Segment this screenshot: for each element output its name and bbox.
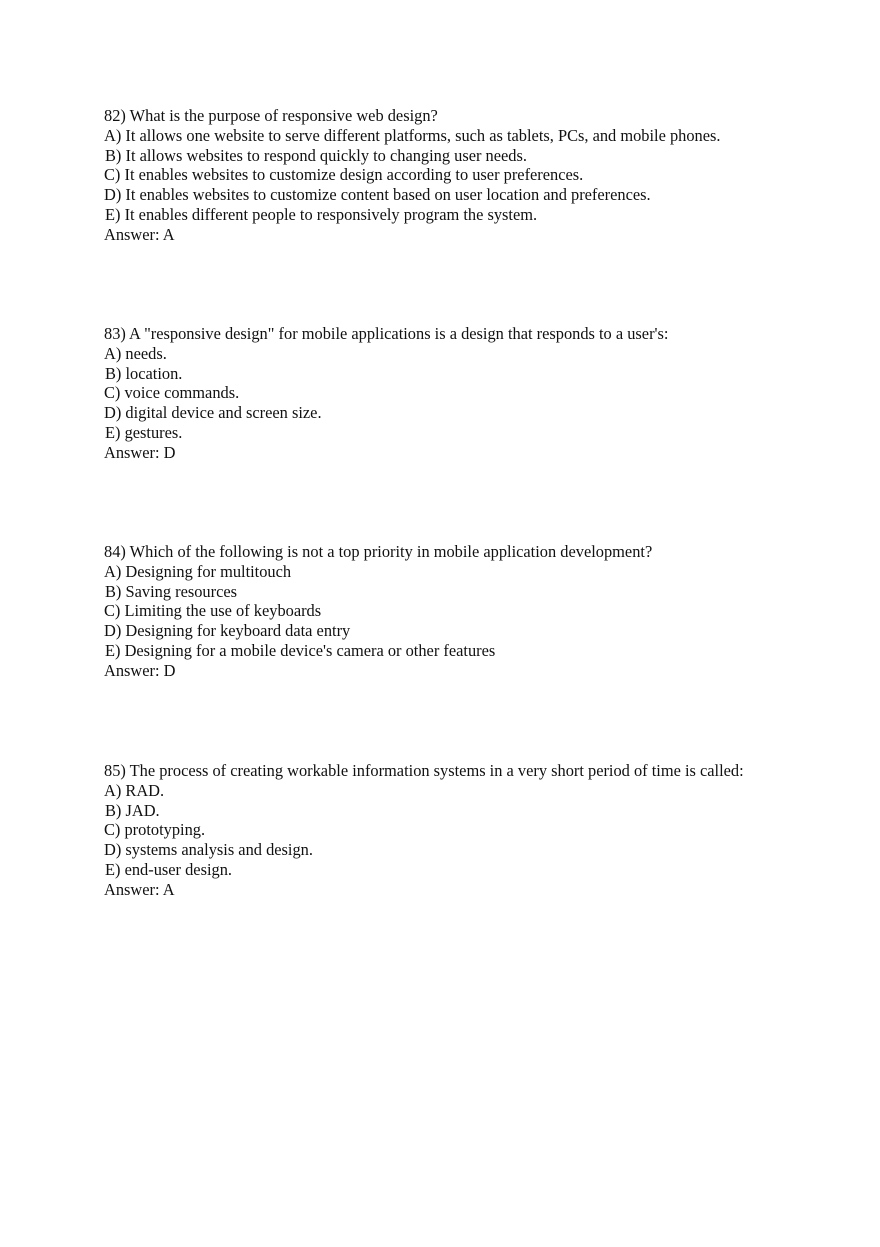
- option-b: B) location.: [105, 363, 183, 383]
- option-c: C) prototyping.: [104, 820, 206, 840]
- question-stem: 85) The process of creating workable information systems in a very short period of time is called:: [104, 761, 744, 780]
- option-c: C) Limiting the use of keyboards: [104, 601, 322, 621]
- option-e: E) end-user design.: [105, 859, 232, 879]
- question-stem: 82) What is the purpose of responsive web design?: [104, 106, 438, 125]
- question-85: [104, 761, 764, 900]
- option-b: B) JAD.: [105, 800, 160, 820]
- option-a: A) needs.: [104, 343, 167, 363]
- question-84: [104, 542, 764, 681]
- question-83: [104, 324, 764, 463]
- option-d: D) systems analysis and design.: [104, 840, 313, 860]
- option-b: B) Saving resources: [105, 581, 238, 601]
- option-a: A) RAD.: [104, 780, 165, 800]
- option-d: D) Designing for keyboard data entry: [104, 621, 351, 641]
- option-b: B) It allows websites to respond quickly to changing user needs.: [105, 145, 527, 165]
- option-e: E) gestures.: [105, 422, 183, 442]
- option-e: E) Designing for a mobile device's camera or other features: [105, 640, 496, 660]
- question-stem: 84) Which of the following is not a top priority in mobile application development?: [104, 542, 653, 561]
- option-d: D) digital device and screen size.: [104, 403, 322, 423]
- option-c: C) It enables websites to customize design according to user preferences.: [104, 165, 584, 185]
- option-d: D) It enables websites to customize content based on user location and preferences.: [104, 185, 651, 205]
- question-stem: 83) A "responsive design" for mobile applications is a design that responds to a user's:: [104, 324, 669, 343]
- question-82: [104, 106, 764, 245]
- option-c: C) voice commands.: [104, 383, 240, 403]
- option-a: A) It allows one website to serve different platforms, such as tablets, PCs, and mobile phones.: [104, 125, 721, 145]
- answer: Answer: D: [104, 442, 176, 462]
- answer: Answer: D: [104, 660, 176, 680]
- answer: Answer: A: [104, 224, 175, 244]
- option-e: E) It enables different people to responsively program the system.: [105, 204, 538, 224]
- answer: Answer: A: [104, 879, 175, 899]
- option-a: A) Designing for multitouch: [104, 561, 292, 581]
